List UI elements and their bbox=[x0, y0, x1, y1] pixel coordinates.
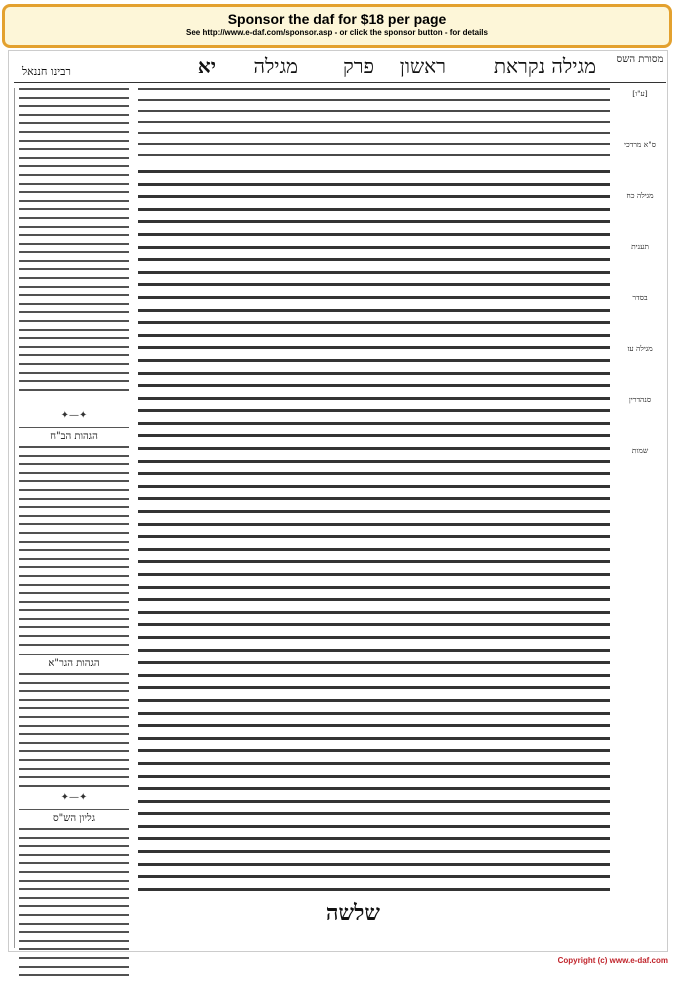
text-line bbox=[19, 601, 129, 603]
text-line bbox=[19, 541, 129, 543]
text-line bbox=[138, 472, 610, 475]
talmud-page bbox=[14, 52, 666, 952]
text-line bbox=[19, 208, 129, 210]
ornament-divider: ✦—✦ bbox=[60, 410, 88, 421]
margin-notes-column bbox=[614, 88, 666, 948]
text-line bbox=[138, 812, 610, 815]
text-line bbox=[19, 260, 129, 262]
header-tractate-name: מגילה bbox=[253, 54, 298, 78]
text-line bbox=[138, 611, 610, 614]
sponsor-subtitle[interactable]: See http://www.e-daf.com/sponsor.asp - or click the sponsor button - for details bbox=[186, 28, 488, 37]
text-line bbox=[19, 635, 129, 637]
text-line bbox=[138, 775, 610, 778]
text-line bbox=[19, 871, 129, 873]
text-line bbox=[138, 220, 610, 223]
text-line bbox=[19, 584, 129, 586]
text-line bbox=[19, 217, 129, 219]
text-line bbox=[19, 380, 129, 382]
text-line bbox=[138, 749, 610, 752]
text-line bbox=[138, 510, 610, 513]
margin-note: [ע"ו] bbox=[632, 89, 648, 98]
hagahot-habach bbox=[19, 406, 129, 652]
text-line bbox=[19, 682, 129, 684]
text-line bbox=[19, 191, 129, 193]
text-line bbox=[19, 750, 129, 752]
text-line bbox=[138, 296, 610, 299]
header-tractate: מגילה נקראת bbox=[493, 54, 596, 78]
text-line bbox=[138, 724, 610, 727]
sponsor-title[interactable]: Sponsor the daf for $18 per page bbox=[227, 11, 447, 27]
text-line bbox=[19, 716, 129, 718]
text-line bbox=[138, 523, 610, 526]
page-header bbox=[14, 52, 666, 83]
text-line bbox=[138, 573, 610, 576]
text-line bbox=[19, 97, 129, 99]
text-line bbox=[138, 649, 610, 652]
text-line bbox=[19, 905, 129, 907]
text-line bbox=[19, 626, 129, 628]
text-line bbox=[138, 837, 610, 840]
main-text-area bbox=[138, 88, 610, 948]
text-line bbox=[19, 523, 129, 525]
text-line bbox=[138, 850, 610, 853]
text-line bbox=[19, 618, 129, 620]
text-line bbox=[19, 768, 129, 770]
text-line bbox=[19, 609, 129, 611]
rashi-commentary bbox=[138, 88, 610, 168]
text-line bbox=[138, 636, 610, 639]
text-line bbox=[138, 535, 610, 538]
margin-note: סנהדרין bbox=[628, 395, 652, 404]
ornament-divider: ✦—✦ bbox=[60, 792, 88, 803]
text-line bbox=[138, 170, 610, 173]
margin-note: שמות bbox=[631, 446, 649, 455]
section-title-bach: הגהות הב"ח bbox=[19, 427, 129, 442]
text-line bbox=[138, 800, 610, 803]
folio-number: יא bbox=[197, 54, 216, 78]
text-line bbox=[138, 875, 610, 878]
text-line bbox=[138, 409, 610, 412]
text-line bbox=[19, 532, 129, 534]
text-line bbox=[19, 354, 129, 356]
text-line bbox=[19, 558, 129, 560]
text-line bbox=[19, 515, 129, 517]
text-line bbox=[138, 661, 610, 664]
text-line bbox=[138, 888, 610, 891]
text-line bbox=[19, 725, 129, 727]
sponsor-banner[interactable] bbox=[2, 4, 672, 48]
text-line bbox=[138, 183, 610, 186]
gilyon-hashas bbox=[19, 788, 129, 983]
text-line bbox=[138, 384, 610, 387]
section-title-gilyon: גליון הש"ס bbox=[19, 809, 129, 824]
text-line bbox=[138, 787, 610, 790]
header-chapter-name: ראשון bbox=[399, 54, 446, 78]
text-line bbox=[138, 334, 610, 337]
text-line bbox=[19, 837, 129, 839]
bottom-catchword: שלשה bbox=[325, 900, 380, 926]
text-line bbox=[19, 311, 129, 313]
text-line bbox=[19, 303, 129, 305]
masoret-hashas-label: מסורת השס bbox=[616, 54, 664, 65]
text-line bbox=[19, 114, 129, 116]
text-line bbox=[19, 268, 129, 270]
rabbeinu-chananel-text bbox=[19, 88, 129, 397]
text-line bbox=[138, 737, 610, 740]
text-line bbox=[138, 485, 610, 488]
text-line bbox=[19, 575, 129, 577]
text-line bbox=[138, 346, 610, 349]
text-line bbox=[138, 699, 610, 702]
text-line bbox=[138, 560, 610, 563]
text-line bbox=[138, 283, 610, 286]
text-line bbox=[19, 183, 129, 185]
text-line bbox=[19, 489, 129, 491]
text-line bbox=[19, 148, 129, 150]
text-line bbox=[19, 286, 129, 288]
hagahot-hagra bbox=[19, 648, 129, 793]
text-line bbox=[19, 592, 129, 594]
text-line bbox=[138, 359, 610, 362]
text-line bbox=[138, 674, 610, 677]
margin-note: מגילה עז bbox=[627, 344, 653, 353]
text-line bbox=[19, 776, 129, 778]
text-line bbox=[138, 686, 610, 689]
text-line bbox=[19, 854, 129, 856]
text-line bbox=[138, 309, 610, 312]
text-line bbox=[19, 320, 129, 322]
text-line bbox=[19, 337, 129, 339]
text-line bbox=[19, 948, 129, 950]
text-line bbox=[138, 497, 610, 500]
text-line bbox=[19, 105, 129, 107]
text-line bbox=[138, 863, 610, 866]
text-line bbox=[19, 914, 129, 916]
text-line bbox=[19, 888, 129, 890]
gemara-text bbox=[138, 170, 610, 930]
text-line bbox=[19, 234, 129, 236]
text-line bbox=[19, 277, 129, 279]
text-line bbox=[19, 140, 129, 142]
text-line bbox=[19, 974, 129, 976]
text-line bbox=[138, 712, 610, 715]
text-line bbox=[19, 673, 129, 675]
text-line bbox=[19, 940, 129, 942]
text-line bbox=[138, 258, 610, 261]
text-line bbox=[19, 923, 129, 925]
text-line bbox=[138, 271, 610, 274]
text-line bbox=[19, 174, 129, 176]
text-line bbox=[19, 880, 129, 882]
text-line bbox=[19, 897, 129, 899]
text-line bbox=[19, 200, 129, 202]
text-line bbox=[19, 389, 129, 391]
text-line bbox=[19, 566, 129, 568]
text-line bbox=[19, 862, 129, 864]
text-line bbox=[19, 329, 129, 331]
text-line bbox=[19, 294, 129, 296]
text-line bbox=[138, 195, 610, 198]
text-line bbox=[19, 498, 129, 500]
text-line bbox=[19, 157, 129, 159]
text-line bbox=[19, 549, 129, 551]
text-line bbox=[138, 208, 610, 211]
copyright-footer[interactable]: Copyright (c) www.e-daf.com bbox=[557, 956, 668, 965]
text-line bbox=[19, 251, 129, 253]
text-line bbox=[19, 845, 129, 847]
text-line bbox=[19, 122, 129, 124]
text-line bbox=[138, 762, 610, 765]
text-line bbox=[138, 321, 610, 324]
text-line bbox=[19, 446, 129, 448]
text-line bbox=[138, 825, 610, 828]
text-line bbox=[138, 233, 610, 236]
text-line bbox=[19, 759, 129, 761]
margin-note: בסדר bbox=[632, 293, 648, 302]
text-line bbox=[19, 88, 129, 90]
text-line bbox=[19, 455, 129, 457]
text-line bbox=[138, 422, 610, 425]
text-line bbox=[19, 165, 129, 167]
text-line bbox=[19, 644, 129, 646]
text-line bbox=[19, 828, 129, 830]
text-line bbox=[138, 372, 610, 375]
text-line bbox=[19, 742, 129, 744]
text-line bbox=[19, 372, 129, 374]
text-line bbox=[19, 243, 129, 245]
text-line bbox=[19, 785, 129, 787]
text-line bbox=[19, 226, 129, 228]
text-line bbox=[19, 733, 129, 735]
text-line bbox=[19, 131, 129, 133]
text-line bbox=[19, 690, 129, 692]
margin-note: תענית bbox=[631, 242, 649, 251]
header-perek: פרק bbox=[342, 54, 374, 78]
text-line bbox=[19, 957, 129, 959]
margin-note: מגילה כח bbox=[626, 191, 654, 200]
text-line bbox=[19, 931, 129, 933]
text-line bbox=[19, 707, 129, 709]
text-line bbox=[138, 598, 610, 601]
text-line bbox=[138, 548, 610, 551]
text-line bbox=[138, 447, 610, 450]
text-line bbox=[138, 397, 610, 400]
text-line bbox=[138, 586, 610, 589]
text-line bbox=[138, 434, 610, 437]
text-line bbox=[19, 463, 129, 465]
text-line bbox=[138, 623, 610, 626]
text-line bbox=[19, 346, 129, 348]
text-line bbox=[19, 472, 129, 474]
text-line bbox=[19, 699, 129, 701]
commentary-column bbox=[14, 88, 133, 948]
section-title-gra: הגהות הגר"א bbox=[19, 654, 129, 669]
margin-note: ס"א מרדכי bbox=[624, 140, 656, 149]
text-line bbox=[19, 363, 129, 365]
rabbeinu-chananel-label: רבינו חננאל bbox=[22, 65, 71, 78]
text-line bbox=[19, 506, 129, 508]
text-line bbox=[138, 246, 610, 249]
text-line bbox=[19, 480, 129, 482]
text-line bbox=[138, 460, 610, 463]
